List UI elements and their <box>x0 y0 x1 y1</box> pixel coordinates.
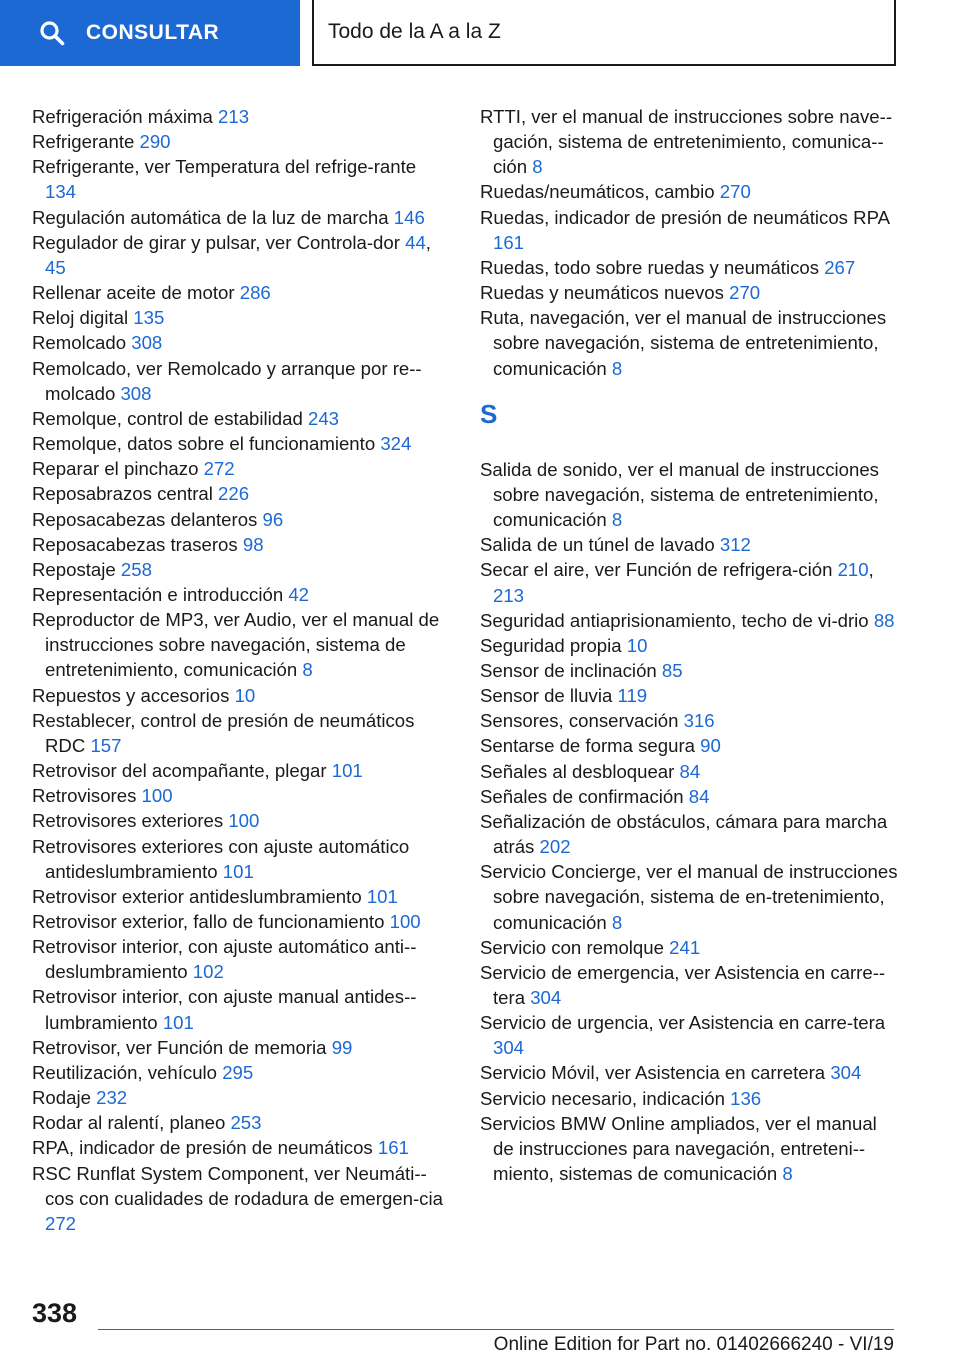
index-term: Retrovisor exterior antideslumbramiento <box>32 885 362 907</box>
index-term: Restablecer, control de presión de neumáticos RDC <box>32 709 415 756</box>
page-link[interactable]: 44 <box>405 231 426 253</box>
index-term: Señales al desbloquear <box>480 760 675 782</box>
page-link[interactable]: 45 <box>45 256 66 278</box>
index-entry <box>480 658 900 683</box>
page-link[interactable]: 101 <box>366 885 398 907</box>
page-link[interactable]: 213 <box>218 106 250 127</box>
footer-divider <box>98 1329 894 1330</box>
index-entry <box>32 909 444 934</box>
page-link[interactable]: 119 <box>617 685 648 707</box>
index-entry <box>480 683 900 708</box>
index-term: Remolque, datos sobre el funcionamiento <box>32 433 376 455</box>
page-link[interactable]: 134 <box>45 181 77 203</box>
index-entry <box>32 532 444 557</box>
index-term: Retrovisor interior, con ajuste manual antides-lumbramiento <box>32 986 417 1033</box>
index-entry <box>480 759 900 784</box>
page-link[interactable]: 42 <box>288 583 310 605</box>
page-number: 338 <box>32 1298 78 1328</box>
index-entry <box>32 834 444 884</box>
page-link[interactable]: 135 <box>133 307 165 329</box>
index-term: Retrovisores <box>32 785 137 807</box>
page-link[interactable]: 272 <box>45 1212 77 1234</box>
tab-a-to-z[interactable] <box>312 0 896 66</box>
index-entry <box>480 809 900 859</box>
search-icon <box>38 19 66 47</box>
index-term: Refrigerante <box>32 131 135 153</box>
page-link[interactable]: 8 <box>611 509 623 531</box>
page-link[interactable]: 102 <box>192 961 224 983</box>
header <box>0 0 960 66</box>
index-term: Rodaje <box>32 1087 91 1109</box>
page-link[interactable]: 10 <box>626 634 648 656</box>
index-entry <box>32 1035 444 1060</box>
index-group-s <box>480 457 900 1187</box>
page-link[interactable]: 213 <box>493 584 525 606</box>
index-entry <box>480 179 900 204</box>
page-link[interactable]: 84 <box>688 785 710 807</box>
index-entry <box>32 406 444 431</box>
index-entry <box>32 507 444 532</box>
index-entry <box>480 708 900 733</box>
index-term: Secar el aire, ver Función de refrigera-ción <box>480 559 833 581</box>
page-link[interactable]: 295 <box>222 1061 254 1083</box>
index-term: Sensor de lluvia <box>480 685 613 707</box>
page-link[interactable]: 100 <box>228 810 260 832</box>
index-term: Servicio con remolque <box>480 936 664 958</box>
index-entry <box>32 205 444 230</box>
index-entry <box>32 330 444 355</box>
index-entry <box>480 532 900 557</box>
index-entry <box>480 733 900 758</box>
index-term: Remolcado <box>32 332 127 354</box>
index-term: Retrovisor, ver Función de memoria <box>32 1036 327 1058</box>
index-term: Seguridad antiaprisionamiento, techo de vi-drio <box>480 609 869 631</box>
index-term: Salida de sonido, ver el manual de instrucciones sobre navegación, sistema de entretenimiento, comunicación <box>480 458 879 531</box>
page-link[interactable]: 241 <box>669 936 701 958</box>
page-link[interactable]: 146 <box>393 206 425 228</box>
index-term: Servicio Concierge, ver el manual de instrucciones sobre navegación, sistema de en-tretenimiento, comunicación <box>480 861 898 933</box>
index-term: Servicio necesario, indicación <box>480 1087 725 1109</box>
index-column-right <box>480 104 900 1186</box>
index-entry <box>480 1010 900 1060</box>
index-term: Señales de confirmación <box>480 785 684 807</box>
index-entry <box>480 305 900 380</box>
edition-note: Online Edition for Part no. 01402666240 - VI/19 <box>493 1334 894 1355</box>
page-link[interactable]: 136 <box>730 1087 762 1109</box>
index-term: Sensores, conservación <box>480 710 679 732</box>
index-term: Salida de un túnel de lavado <box>480 534 715 556</box>
page-link[interactable]: 202 <box>539 836 571 858</box>
index-entry <box>32 708 444 758</box>
index-term: Refrigerante, ver Temperatura del refrige-rante <box>32 156 417 178</box>
index-term: Reposabrazos central <box>32 483 213 505</box>
index-entry <box>32 683 444 708</box>
index-term: Ruedas y neumáticos nuevos <box>480 282 724 304</box>
page-link[interactable]: 8 <box>611 911 623 933</box>
index-term: Refrigeración máxima <box>32 106 213 127</box>
index-term: RPA, indicador de presión de neumáticos <box>32 1137 373 1159</box>
page-link[interactable]: 210 <box>837 559 869 581</box>
page-link[interactable]: 101 <box>222 860 254 882</box>
index-entry <box>32 582 444 607</box>
consult-label: CONSULTAR <box>86 21 220 44</box>
index-entry <box>32 431 444 456</box>
page-link[interactable]: 226 <box>218 483 250 505</box>
index-entry <box>32 557 444 582</box>
index-entry <box>32 1060 444 1085</box>
index-term: Regulador de girar y pulsar, ver Controla-dor <box>32 231 400 253</box>
page-link[interactable]: 312 <box>719 534 751 556</box>
index-term: Ruta, navegación, ver el manual de instrucciones sobre navegación, sistema de entretenimiento, comunicación <box>480 307 887 379</box>
index-entry <box>480 1111 900 1186</box>
section-letter-s: S <box>480 398 498 429</box>
page-link[interactable]: 232 <box>96 1087 128 1109</box>
index-entry <box>32 1110 444 1135</box>
index-entry <box>480 280 900 305</box>
index-term: Servicio de emergencia, ver Asistencia en carre-tera <box>480 961 886 1008</box>
index-term: Ruedas, indicador de presión de neumáticos RPA <box>480 206 889 228</box>
index-term: Señalización de obstáculos, cámara para marcha atrás <box>480 810 888 858</box>
index-entry <box>32 1135 444 1160</box>
page-link[interactable]: 324 <box>380 433 412 455</box>
index-entry <box>480 205 900 255</box>
page-link[interactable]: 101 <box>162 1011 194 1033</box>
page-link[interactable]: 8 <box>611 357 623 379</box>
index-entry <box>32 783 444 808</box>
index-term: Retrovisores exteriores con ajuste automático antideslumbramiento <box>32 835 410 882</box>
index-column-left <box>32 104 444 1236</box>
page-link[interactable]: 10 <box>234 684 256 706</box>
index-term: Reutilización, vehículo <box>32 1061 218 1083</box>
index-term: Retrovisor exterior, fallo de funcionamiento <box>32 911 385 932</box>
page-link[interactable]: 253 <box>230 1112 262 1134</box>
consult-button[interactable] <box>0 0 300 66</box>
index-entry <box>32 607 444 682</box>
index-entry <box>32 481 444 506</box>
index-group-r <box>480 104 900 381</box>
index-term: Remolque, control de estabilidad <box>32 407 303 429</box>
page-link[interactable]: 8 <box>302 659 313 681</box>
index-term: Retrovisor del acompañante, plegar <box>32 760 327 782</box>
page-link[interactable]: 243 <box>307 407 340 429</box>
page-link[interactable]: 101 <box>331 760 363 782</box>
index-entry <box>32 104 444 129</box>
page-link[interactable]: 90 <box>700 735 721 757</box>
index-term: Reposacabezas delanteros <box>32 508 258 530</box>
page-link[interactable]: 8 <box>782 1163 793 1185</box>
index-entry <box>32 934 444 984</box>
index-term: Sentarse de forma segura <box>480 735 695 757</box>
index-entry <box>32 356 444 406</box>
index-term: Seguridad propia <box>480 634 622 656</box>
index-entry: Regulador de girar y pulsar, ver Controla-dor 44, 45 <box>32 231 431 278</box>
index-term: Servicio de urgencia, ver Asistencia en carre-tera <box>480 1012 886 1034</box>
page-link[interactable]: 270 <box>719 181 751 203</box>
index-entry <box>480 1086 900 1111</box>
index-entry <box>32 154 444 204</box>
page-link[interactable]: 290 <box>139 131 171 153</box>
page-link[interactable]: 304 <box>493 1037 525 1059</box>
index-entry <box>480 1060 900 1085</box>
index-entry <box>480 104 900 179</box>
index-term: Reparar el pinchazo <box>32 458 199 480</box>
index-term: Sensor de inclinación <box>480 659 657 681</box>
index-term: Servicio Móvil, ver Asistencia en carretera <box>480 1062 826 1084</box>
index-entry <box>32 305 444 330</box>
index-entry <box>32 456 444 481</box>
index-entry <box>32 1085 444 1110</box>
tab-label: Todo de la A a la Z <box>328 20 501 43</box>
index-entry <box>32 808 444 833</box>
index-entry <box>32 280 444 305</box>
index-entry <box>32 984 444 1034</box>
index-term: Rellenar aceite de motor <box>32 282 235 304</box>
page-link[interactable]: 84 <box>679 760 701 782</box>
index-entry <box>32 758 444 783</box>
page-link[interactable]: 88 <box>873 609 895 631</box>
index-entry <box>480 457 900 532</box>
index-entry <box>480 255 900 280</box>
index-term: Representación e introducción <box>32 583 284 605</box>
page-link[interactable]: 308 <box>131 332 163 354</box>
index-term: Reproductor de MP3, ver Audio, ver el manual de instrucciones sobre navegación, sistema de entretenimiento, comunicación <box>32 609 440 681</box>
page-link[interactable]: 99 <box>331 1036 353 1058</box>
page-link[interactable]: 85 <box>661 659 683 681</box>
page-link[interactable]: 161 <box>377 1137 409 1159</box>
index-term: Repostaje <box>32 558 116 580</box>
index-entry <box>480 859 900 934</box>
index-term: Ruedas/neumáticos, cambio <box>480 181 715 203</box>
index-entry <box>480 633 900 658</box>
page-link[interactable]: 304 <box>530 987 562 1008</box>
page-link[interactable]: 98 <box>242 533 264 555</box>
index-term: Rodar al ralentí, planeo <box>32 1112 226 1134</box>
page-link[interactable]: 308 <box>120 382 152 404</box>
index-term: Remolcado, ver Remolcado y arranque por re-molcado <box>32 357 422 404</box>
index-term: Servicios BMW Online ampliados, ver el manual de instrucciones para navegación, entreteni-miento, sistemas de comunicación <box>480 1112 877 1185</box>
index-term: RSC Runflat System Component, ver Neumáti-cos con cualidades de rodadura de emergen-cia <box>32 1162 443 1209</box>
page-link[interactable]: 96 <box>262 508 284 530</box>
page-link[interactable]: 8 <box>532 156 543 178</box>
index-term: Retrovisores exteriores <box>32 810 224 832</box>
page-link[interactable]: 258 <box>120 558 152 580</box>
index-term: Reloj digital <box>32 307 129 329</box>
page-link[interactable]: 100 <box>141 785 173 807</box>
page-link[interactable]: 267 <box>824 256 856 278</box>
index-entry <box>480 935 900 960</box>
index-term: Reposacabezas traseros <box>32 533 238 555</box>
index-term: Retrovisor interior, con ajuste automático anti-deslumbramiento <box>32 936 417 983</box>
page-link[interactable]: 100 <box>389 911 421 932</box>
index-term: RTTI, ver el manual de instrucciones sobre nave-gación, sistema de entretenimiento, comunica-ción <box>480 106 893 178</box>
index-entry <box>480 608 900 633</box>
index-entry <box>32 884 444 909</box>
page-link[interactable]: 286 <box>239 282 271 304</box>
index-term: Repuestos y accesorios <box>32 684 230 706</box>
index-entry <box>480 960 900 1010</box>
page-link[interactable]: 316 <box>683 710 715 732</box>
page-link[interactable]: 157 <box>90 734 122 756</box>
index-term: Ruedas, todo sobre ruedas y neumáticos <box>480 256 820 278</box>
index-term: Regulación automática de la luz de marcha <box>32 206 389 228</box>
page-link[interactable]: 161 <box>493 231 525 253</box>
page-link[interactable]: 270 <box>729 282 761 304</box>
index-entry <box>480 784 900 809</box>
index-entry <box>32 129 444 154</box>
index-entry <box>32 1161 444 1236</box>
page-link[interactable]: 272 <box>203 458 235 480</box>
index-entry: Secar el aire, ver Función de refrigera-ción 210, 213 <box>480 559 874 606</box>
page-link[interactable]: 304 <box>830 1062 862 1084</box>
